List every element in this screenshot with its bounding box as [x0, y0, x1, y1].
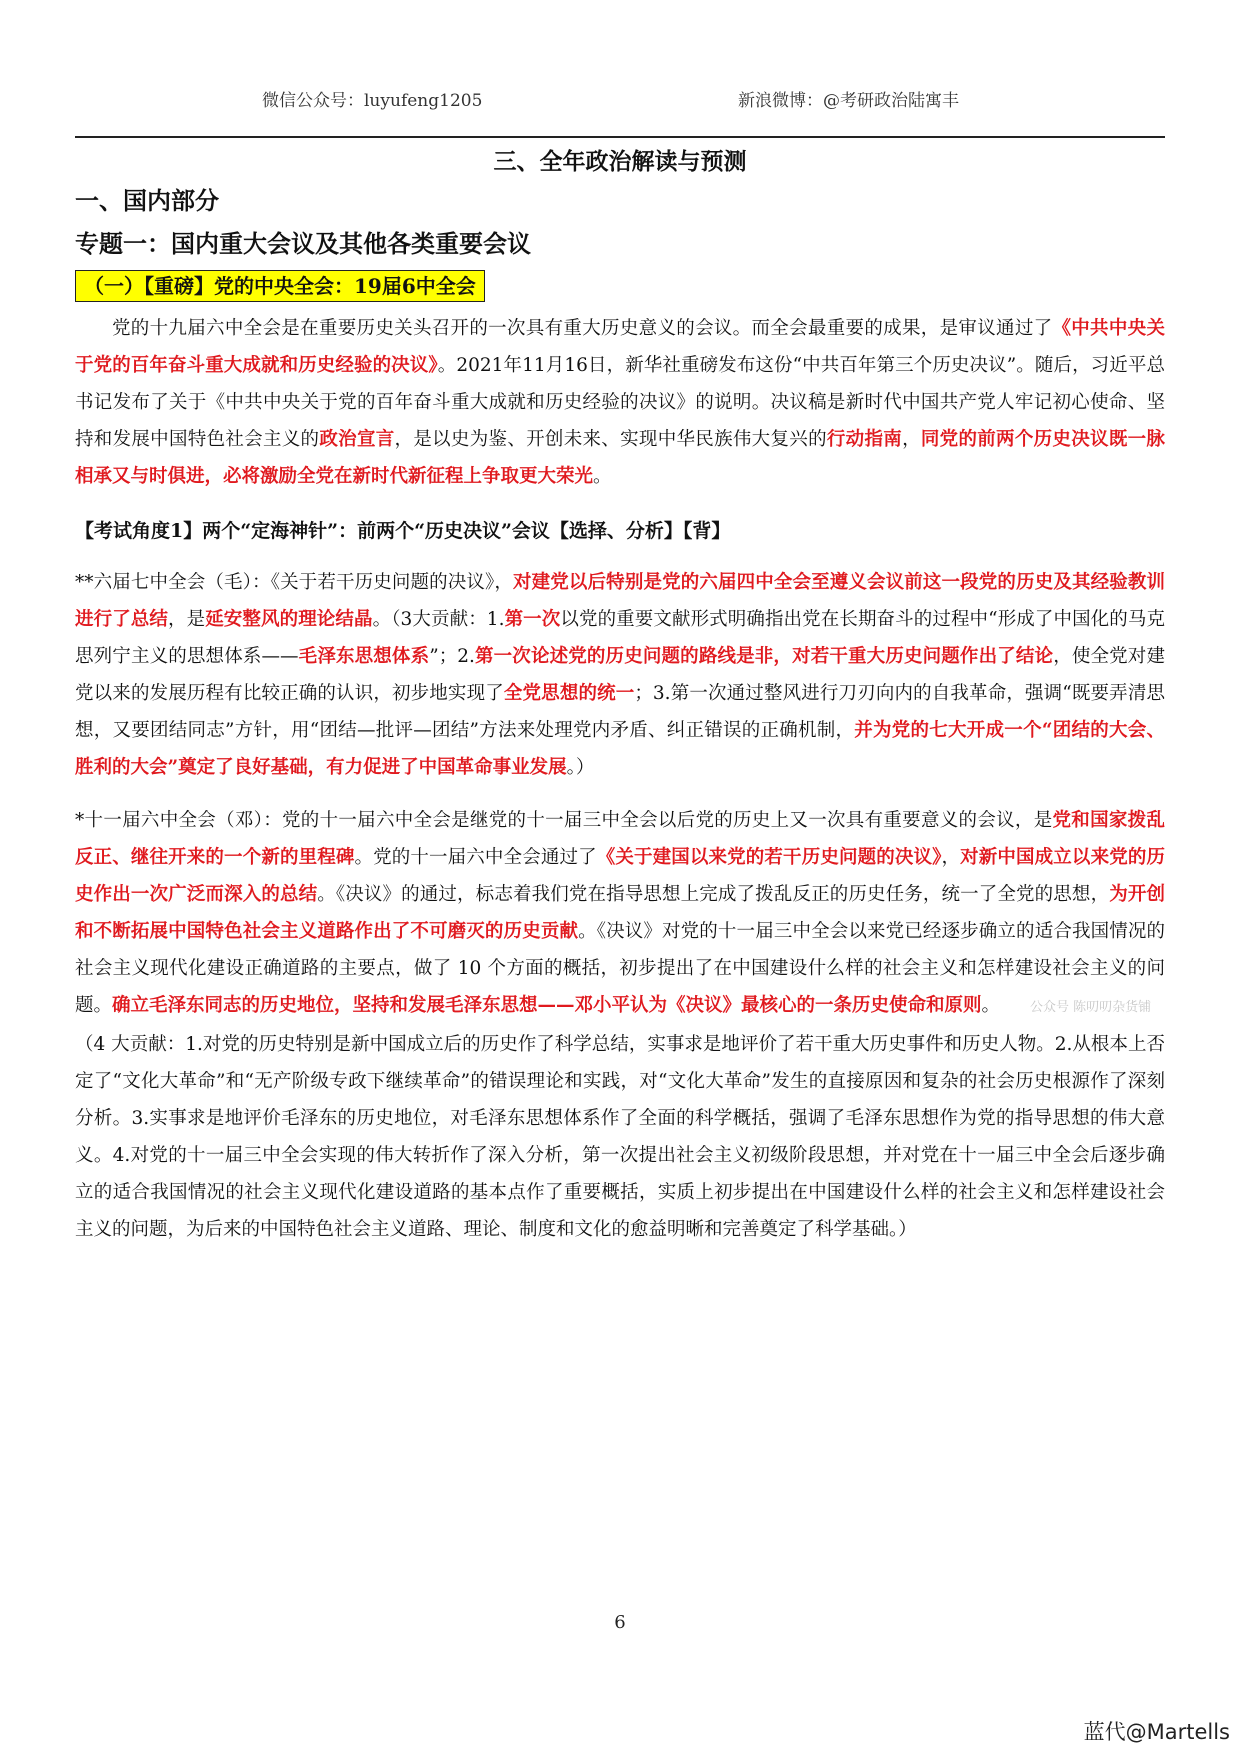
emphasis-text: 党和国家拨乱反正、继往开来的一个新的里程碑 [75, 810, 1165, 868]
emphasis-text: 全党思想的统一 [503, 683, 635, 704]
plenum-6-7-paragraph [75, 564, 1165, 786]
text-run: ，是 [168, 609, 206, 630]
text-run: 。（3大贡献：1. [372, 609, 505, 630]
exam-angle-heading: 【考试角度1】两个“定海神针”：前两个“历史决议”会议【选择、分析】【背】 [75, 520, 731, 542]
emphasis-text: 并为党的七大开成一个“团结的大会、胜利的大会”奠定了良好基础，有力促进了中国革命事业发展 [75, 720, 1165, 778]
text-run: ”；2. [429, 646, 475, 667]
text-run: 。《决议》对党的十一届三中全会以来党已经逐步确立的适合我国情况的社会主义现代化建设正确道路的主要点，做了 10 个方面的概括，初步提出了在中国建设什么样的社会主义和怎样建设社会主义的问题。 [75, 921, 1165, 1016]
page-number: 6 [614, 1612, 626, 1633]
emphasis-text: 《关于建国以来党的若干历史问题的决议》 [596, 847, 942, 868]
section-heading: （一）【重磅】党的中央全会：19届6中全会 [75, 270, 485, 302]
emphasis-text: 政治宣言 [319, 429, 395, 450]
text-run: 。） [566, 757, 595, 778]
text-run: 以党的重要文献形式明确指出党在长期奋斗的过程中“形成了中国化的马克思列宁主义的思想体系—— [75, 609, 1165, 667]
weibo-account: 新浪微博：@考研政治陆寓丰 [738, 91, 959, 111]
text-run: ；3.第一次通过整风进行刀刃向内的自我革命，强调“既要弄清思想，又要团结同志”方针，用“团结—批评—团结”方法来处理党内矛盾、纠正错误的正确机制， [75, 683, 1165, 741]
emphasis-text: 毛泽东思想体系 [298, 646, 430, 667]
text-run: 。《决议》的通过，标志着我们党在指导思想上完成了拨乱反正的历史任务，统一了全党的思想， [317, 884, 1110, 905]
text-run: 。2021年11月16日，新华社重磅发布这份“中共百年第三个历史决议”。随后，习近平总书记发布了关于《中共中央关于党的百年奋斗重大成就和历史经验的决议》的说明。决议稿是新时代中国共产党人牢记初心使命、坚持和发展中国特色社会主义的 [75, 355, 1165, 450]
text-run: ， [941, 847, 961, 868]
text-run: ，使全党对建党以来的发展历程有比较正确的认识，初步地实现了 [75, 646, 1165, 704]
document-title: 三、全年政治解读与预测 [493, 148, 747, 175]
intro-paragraph [75, 310, 1165, 495]
page-header [0, 86, 1240, 116]
emphasis-text: 第一次论述党的历史问题的路线是非，对若干重大历史问题作出了结论 [474, 646, 1054, 667]
emphasis-text: 为开创和不断拓展中国特色社会主义道路作出了不可磨灭的历史贡献 [75, 884, 1165, 942]
text-run: 党的十九届六中全会是在重要历史关头召开的一次具有重大历史意义的会议。而全会最重要的成果，是审议通过了 [112, 318, 1053, 339]
emphasis-text: 对建党以后特别是党的六届四中全会至遵义会议前这一段党的历史及其经验教训进行了总结 [75, 572, 1165, 630]
inline-watermark: 公众号 陈叨叨杂货铺 [1030, 1000, 1152, 1015]
wechat-account: 微信公众号：luyufeng1205 [262, 91, 483, 111]
header-divider [75, 136, 1165, 138]
emphasis-text: 确立毛泽东同志的历史地位，坚持和发展毛泽东思想——邓小平认为《决议》最核心的一条历史使命和原则 [112, 995, 982, 1016]
part-heading: 一、国内部分 [75, 186, 219, 215]
text-run: 。 [593, 466, 612, 487]
emphasis-text: 同党的前两个历史决议既一脉相承又与时俱进，必将激励全党在新时代新征程上争取更大荣光 [75, 429, 1165, 487]
document-body [75, 144, 1165, 1248]
text-run: 。 [981, 995, 1001, 1016]
contributions-paragraph: （4 大贡献：1.对党的历史特别是新中国成立后的历史作了科学总结，实事求是地评价了若干重大历史事件和历史人物。2.从根本上否定了“文化大革命”和“无产阶级专政下继续革命”的错误理论和实践，对“文化大革命”发生的直接原因和复杂的社会历史根源作了深刻分析。3.实事求是地评价毛泽东的历史地位，对毛泽东思想体系作了全面的科学概括，强调了毛泽东思想作为党的指导思想的伟大意义。4.对党的十一届三中全会实现的伟大转折作了深入分析，第一次提出社会主义初级阶段思想，并对党在十一届三中全会后逐步确立的适合我国情况的社会主义现代化建设道路的基本点作了重要概括，实质上初步提出在中国建设什么样的社会主义和怎样建设社会主义的问题，为后来的中国特色社会主义道路、理论、制度和文化的愈益明晰和完善奠定了科学基础。） [75, 1034, 1165, 1240]
text-run: ， [902, 429, 921, 450]
text-run: 。党的十一届六中全会通过了 [354, 847, 597, 868]
text-run: ，是以史为鉴、开创未来、实现中华民族伟大复兴的 [394, 429, 827, 450]
emphasis-text: 第一次 [504, 609, 561, 630]
emphasis-text: 延安整风的理论结晶 [205, 609, 373, 630]
text-run: **六届七中全会（毛）：《关于若干历史问题的决议》， [75, 572, 514, 593]
text-run: *十一届六中全会（邓）：党的十一届六中全会是继党的十一届三中全会以后党的历史上又一次具有重要意义的会议，是 [75, 810, 1053, 831]
emphasis-text: 《中共中央关于党的百年奋斗重大成就和历史经验的决议》 [75, 318, 1165, 376]
corner-watermark: 蓝代@Martells [1083, 1720, 1230, 1744]
emphasis-text: 行动指南 [826, 429, 903, 450]
topic-heading: 专题一：国内重大会议及其他各类重要会议 [75, 229, 531, 258]
emphasis-text: 对新中国成立以来党的历史作出一次广泛而深入的总结 [75, 847, 1165, 905]
plenum-11-6-paragraph [75, 802, 1165, 1026]
section-heading-wrap [75, 266, 1165, 302]
